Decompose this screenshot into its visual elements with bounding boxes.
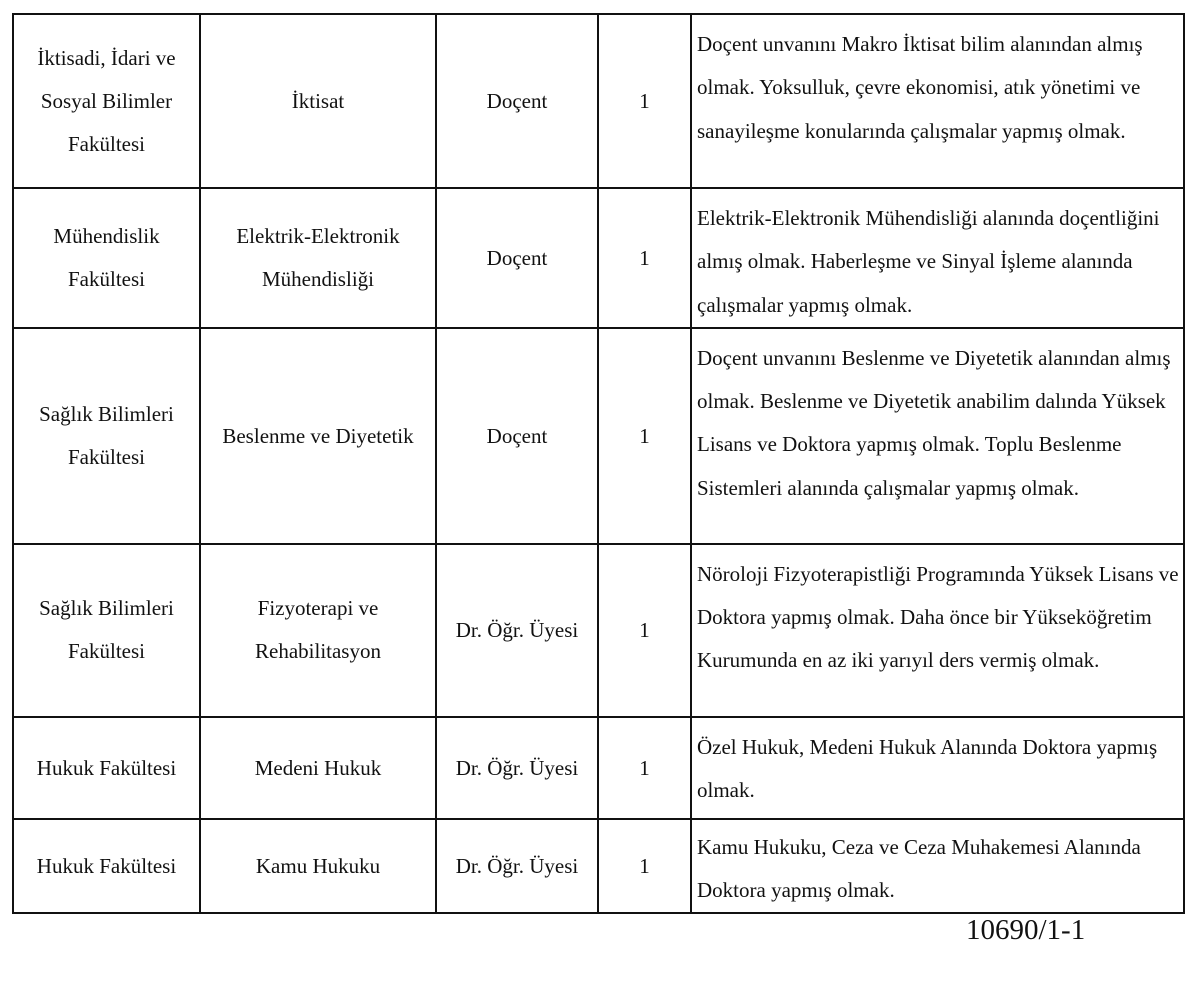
table-row bbox=[13, 717, 1184, 819]
title-cell: Dr. Öğr. Üyesi bbox=[436, 544, 598, 717]
title-cell: Dr. Öğr. Üyesi bbox=[436, 717, 598, 819]
requirement-cell: Elektrik-Elektronik Mühendisliği alanında doçentliğini almış olmak. Haberleşme ve Sinyal İşleme alanında çalışmalar yapmış olmak. bbox=[691, 188, 1184, 328]
requirement-cell: Doçent unvanını Makro İktisat bilim alanından almış olmak. Yoksulluk, çevre ekonomisi, atık yönetimi ve sanayileşme konularında çalışmalar yapmış olmak. bbox=[691, 14, 1184, 188]
positions-table bbox=[12, 13, 1185, 914]
faculty-cell: Sağlık Bilimleri Fakültesi bbox=[13, 328, 200, 544]
faculty-cell: Hukuk Fakültesi bbox=[13, 717, 200, 819]
table-row bbox=[13, 14, 1184, 188]
requirement-cell: Özel Hukuk, Medeni Hukuk Alanında Doktora yapmış olmak. bbox=[691, 717, 1184, 819]
requirement-cell: Kamu Hukuku, Ceza ve Ceza Muhakemesi Alanında Doktora yapmış olmak. bbox=[691, 819, 1184, 914]
faculty-cell: Sağlık Bilimleri Fakültesi bbox=[13, 544, 200, 717]
department-cell: Medeni Hukuk bbox=[200, 717, 436, 819]
department-cell: Elektrik-Elektronik Mühendisliği bbox=[200, 188, 436, 328]
count-cell: 1 bbox=[598, 188, 691, 328]
reference-number: 10690/1-1 bbox=[966, 914, 1086, 946]
title-cell: Doçent bbox=[436, 328, 598, 544]
table-row bbox=[13, 328, 1184, 544]
count-cell: 1 bbox=[598, 14, 691, 188]
department-cell: Beslenme ve Diyetetik bbox=[200, 328, 436, 544]
table-row bbox=[13, 188, 1184, 328]
requirement-cell: Nöroloji Fizyoterapistliği Programında Yüksek Lisans ve Doktora yapmış olmak. Daha önce bir Yükseköğretim Kurumunda en az iki yarıyıl ders vermiş olmak. bbox=[691, 544, 1184, 717]
faculty-cell: Mühendislik Fakültesi bbox=[13, 188, 200, 328]
title-cell: Doçent bbox=[436, 188, 598, 328]
faculty-cell: İktisadi, İdari ve Sosyal Bilimler Fakültesi bbox=[13, 14, 200, 188]
requirement-cell: Doçent unvanını Beslenme ve Diyetetik alanından almış olmak. Beslenme ve Diyetetik anabilim dalında Yüksek Lisans ve Doktora yapmış olmak. Toplu Beslenme Sistemleri alanında çalışmalar yapmış olmak. bbox=[691, 328, 1184, 544]
department-cell: Fizyoterapi ve Rehabilitasyon bbox=[200, 544, 436, 717]
table-row bbox=[13, 819, 1184, 914]
count-cell: 1 bbox=[598, 819, 691, 914]
count-cell: 1 bbox=[598, 328, 691, 544]
faculty-cell: Hukuk Fakültesi bbox=[13, 819, 200, 914]
count-cell: 1 bbox=[598, 544, 691, 717]
department-cell: İktisat bbox=[200, 14, 436, 188]
title-cell: Doçent bbox=[436, 14, 598, 188]
table-row bbox=[13, 544, 1184, 717]
count-cell: 1 bbox=[598, 717, 691, 819]
title-cell: Dr. Öğr. Üyesi bbox=[436, 819, 598, 914]
department-cell: Kamu Hukuku bbox=[200, 819, 436, 914]
